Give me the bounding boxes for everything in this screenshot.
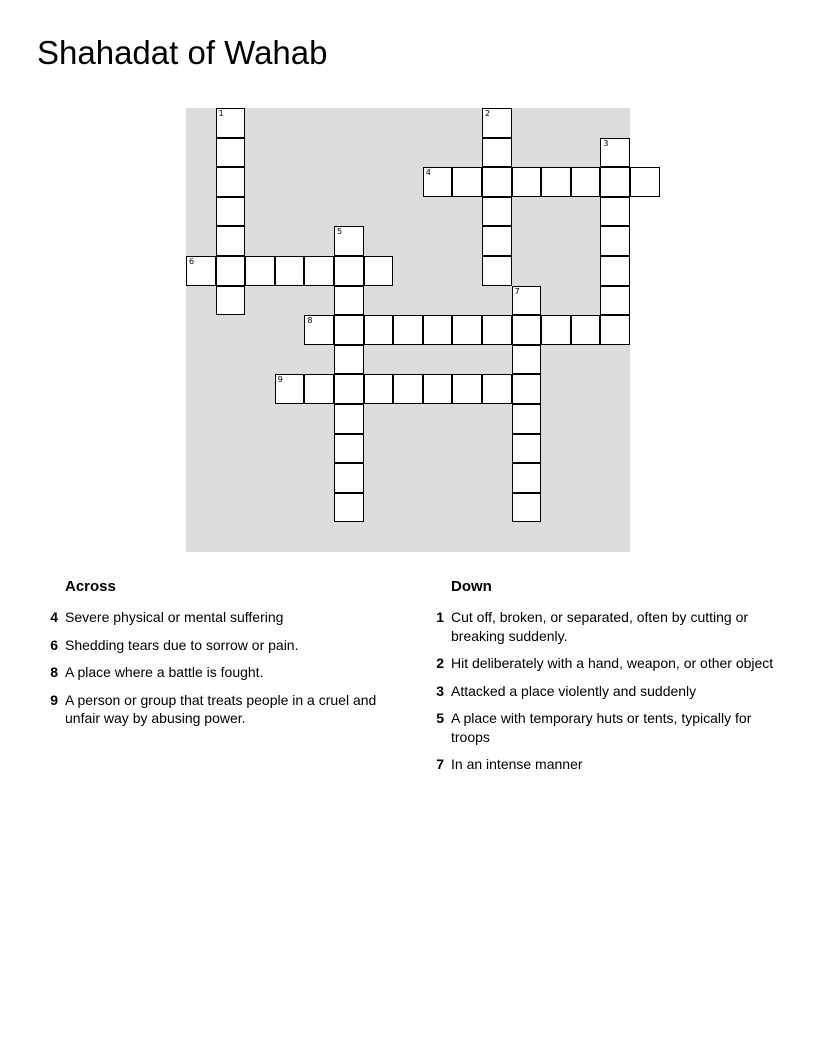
crossword-grid [186,108,630,552]
clue-text: A person or group that treats people in a cruel and unfair way by abusing power. [65,691,377,726]
grid-cell[interactable] [482,138,512,168]
clue-across-4[interactable] [42,608,392,627]
down-heading: Down [451,578,492,595]
grid-cell[interactable] [571,315,601,345]
grid-cell[interactable] [482,197,512,227]
grid-cell[interactable] [216,167,246,197]
cell-number: 1 [218,109,224,118]
clue-number: 7 [436,756,444,772]
grid-cell[interactable] [482,315,512,345]
clue-number: 4 [50,609,58,625]
grid-cell[interactable] [482,374,512,404]
grid-cell[interactable] [600,256,630,286]
grid-cell[interactable] [512,493,542,523]
grid-cell[interactable] [512,463,542,493]
cell-number: 7 [514,286,520,296]
grid-cell[interactable] [216,256,246,286]
clue-down-5[interactable] [428,709,778,746]
clue-down-1[interactable] [428,608,778,645]
grid-cell[interactable] [600,315,630,345]
clue-number: 9 [50,691,58,708]
grid-cell[interactable] [630,167,660,197]
grid-cell[interactable] [571,167,601,197]
grid-cell[interactable] [512,286,542,316]
clue-text: Cut off, broken, or separated, often by cutting or breaking suddenly. [451,609,749,644]
grid-cell[interactable] [482,256,512,286]
cell-number: 8 [307,316,313,326]
cell-number: 6 [189,257,195,266]
clue-number: 6 [50,636,58,653]
grid-cell[interactable] [423,315,453,345]
clue-number: 3 [436,682,444,699]
clue-text: A place where a battle is fought. [65,664,264,680]
grid-cell[interactable] [334,434,364,464]
grid-cell[interactable] [512,404,542,434]
grid-cell[interactable] [334,404,364,434]
clue-across-6[interactable] [42,636,392,655]
grid-cell[interactable] [364,256,394,286]
cell-number: 3 [603,138,609,148]
cell-number: 4 [425,168,431,178]
clue-across-9[interactable] [42,691,392,728]
grid-cell[interactable] [482,226,512,256]
grid-cell[interactable] [275,256,305,286]
clue-text: Hit deliberately with a hand, weapon, or other object [451,655,774,671]
clue-text: Severe physical or mental suffering [65,609,284,625]
grid-cell[interactable] [423,374,453,404]
clue-across-8[interactable] [42,663,392,682]
grid-cell[interactable] [334,226,364,256]
grid-cell[interactable] [334,315,364,345]
grid-cell[interactable] [393,374,423,404]
grid-cell[interactable] [452,167,482,197]
grid-cell[interactable] [275,374,305,404]
grid-cell[interactable] [245,256,275,286]
clue-number: 1 [436,609,444,625]
clue-number: 8 [50,664,58,680]
grid-cell[interactable] [186,256,216,286]
grid-cell[interactable] [216,286,246,316]
grid-cell[interactable] [304,315,334,345]
grid-cell[interactable] [452,315,482,345]
grid-cell[interactable] [334,374,364,404]
grid-cell[interactable] [600,167,630,197]
clue-text: Attacked a place violently and suddenly [451,682,697,699]
grid-cell[interactable] [334,345,364,375]
grid-cell[interactable] [512,374,542,404]
clue-down-3[interactable] [428,682,778,701]
grid-cell[interactable] [512,167,542,197]
grid-cell[interactable] [600,138,630,168]
grid-cell[interactable] [512,434,542,464]
across-clues [42,578,392,737]
grid-cell[interactable] [482,108,512,138]
grid-cell[interactable] [600,197,630,227]
grid-cell[interactable] [304,374,334,404]
grid-cell[interactable] [541,315,571,345]
clue-number: 5 [436,710,444,726]
grid-cell[interactable] [364,374,394,404]
grid-cell[interactable] [600,286,630,316]
clue-text: In an intense manner [451,756,583,772]
grid-cell[interactable] [452,374,482,404]
clue-down-7[interactable] [428,755,778,774]
grid-cell[interactable] [600,226,630,256]
grid-cell[interactable] [393,315,423,345]
across-heading: Across [65,578,116,595]
grid-cell[interactable] [334,256,364,286]
grid-cell[interactable] [334,463,364,493]
cell-number: 9 [277,375,283,385]
clue-number: 2 [436,655,444,671]
grid-cell[interactable] [541,167,571,197]
grid-cell[interactable] [216,197,246,227]
grid-cell[interactable] [304,256,334,286]
clue-text: Shedding tears due to sorrow or pain. [65,636,299,653]
puzzle-title: Shahadat of Wahab [37,34,328,71]
grid-cell[interactable] [216,108,246,138]
grid-cell[interactable] [364,315,394,345]
down-clues [428,578,778,783]
grid-cell[interactable] [512,315,542,345]
grid-cell[interactable] [482,167,512,197]
cell-number: 2 [485,109,491,118]
grid-cell[interactable] [512,345,542,375]
grid-cell[interactable] [423,167,453,197]
grid-cell[interactable] [334,493,364,523]
grid-cell[interactable] [216,226,246,256]
clue-down-2[interactable] [428,654,778,673]
grid-cell[interactable] [216,138,246,168]
clue-text: A place with temporary huts or tents, typically for troops [451,710,752,745]
cell-number: 5 [337,227,343,237]
grid-cell[interactable] [334,286,364,316]
